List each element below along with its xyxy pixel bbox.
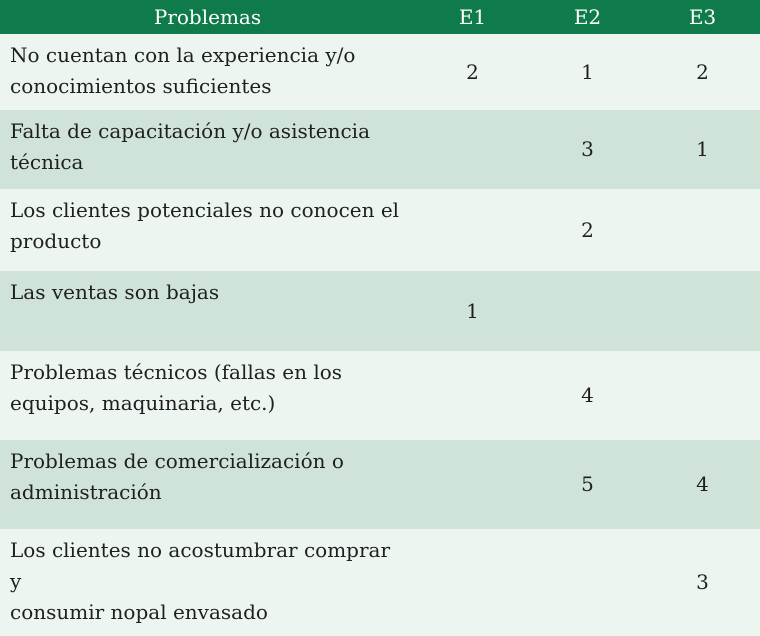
- e3-cell: 4: [645, 440, 760, 529]
- table-row: [0, 351, 760, 440]
- problem-cell: Los clientes potenciales no conocen el producto: [0, 189, 415, 271]
- e3-cell: 1: [645, 110, 760, 189]
- header-e2: E2: [530, 0, 645, 34]
- problem-cell: Problemas de comercialización o administración: [0, 440, 415, 529]
- table-row: [0, 189, 760, 271]
- e2-cell: [530, 529, 645, 636]
- problem-cell: Falta de capacitación y/o asistencia técnica: [0, 110, 415, 189]
- e1-cell: 1: [415, 271, 530, 351]
- e1-cell: [415, 110, 530, 189]
- e1-cell: [415, 351, 530, 440]
- problem-cell: No cuentan con la experiencia y/o conocimientos suficientes: [0, 34, 415, 110]
- e1-cell: [415, 189, 530, 271]
- problem-cell: Las ventas son bajas: [0, 271, 415, 351]
- e2-cell: [530, 271, 645, 351]
- e1-cell: [415, 440, 530, 529]
- e2-cell: 5: [530, 440, 645, 529]
- table-row: [0, 529, 760, 636]
- header-problemas: Problemas: [0, 0, 415, 34]
- e2-cell: 2: [530, 189, 645, 271]
- table-row: [0, 440, 760, 529]
- e1-cell: [415, 529, 530, 636]
- header-e3: E3: [645, 0, 760, 34]
- header-e1: E1: [415, 0, 530, 34]
- table-row: [0, 271, 760, 351]
- e3-cell: 3: [645, 529, 760, 636]
- problem-cell: Los clientes no acostumbrar comprar y consumir nopal envasado: [0, 529, 415, 636]
- e3-cell: [645, 351, 760, 440]
- e2-cell: 1: [530, 34, 645, 110]
- problem-cell: Problemas técnicos (fallas en los equipos, maquinaria, etc.): [0, 351, 415, 440]
- header-row: [0, 0, 760, 34]
- e3-cell: 2: [645, 34, 760, 110]
- table-row: [0, 110, 760, 189]
- e2-cell: 3: [530, 110, 645, 189]
- e2-cell: 4: [530, 351, 645, 440]
- e1-cell: 2: [415, 34, 530, 110]
- table-row: [0, 34, 760, 110]
- e3-cell: [645, 271, 760, 351]
- e3-cell: [645, 189, 760, 271]
